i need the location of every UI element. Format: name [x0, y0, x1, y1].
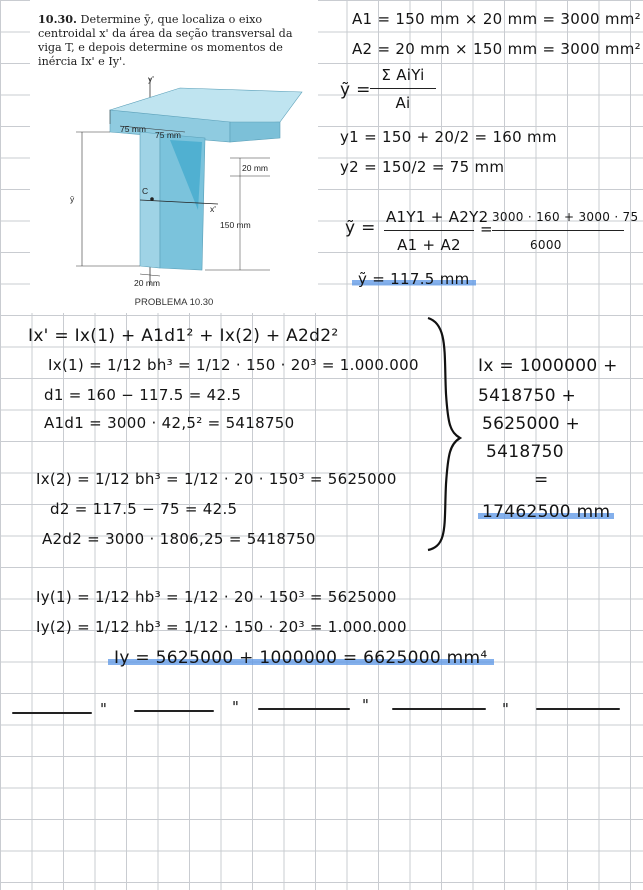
note-sum-line1: Ix = 1000000 +: [478, 356, 618, 376]
separator-line: [392, 708, 486, 710]
separator-line: [134, 710, 214, 712]
note-ybar-result: ỹ = 117.5 mm: [352, 270, 476, 288]
fig-label-web-height: 150 mm: [220, 220, 251, 230]
note-sum-line2: 5418750 +: [478, 386, 577, 406]
fig-label-web-width: 20 mm: [134, 278, 160, 288]
note-sum-eq: =: [534, 470, 549, 490]
note-ybar2-eq: =: [480, 220, 493, 238]
note-ybar-numerator: Σ AiYi: [381, 66, 425, 84]
note-iy-result: Iy = 5625000 + 1000000 = 6625000 mm⁴: [108, 648, 494, 668]
problem-statement-text: Determine ȳ, que localiza o eixo centroidal x' da área da seção transversal da viga T, e depois determine os momentos de inércia Ix' e Iy'.: [38, 13, 293, 68]
note-ybar2-denominator: A1 + A2: [397, 236, 461, 254]
separator-line: [12, 712, 92, 714]
note-a1d1: A1d1 = 3000 · 42,5² = 5418750: [44, 414, 295, 432]
note-a2d2: A2d2 = 3000 · 1806,25 = 5418750: [42, 530, 316, 548]
figure-caption: PROBLEMA 10.30: [134, 297, 214, 308]
note-ix-main: Ix' = Ix(1) + A1d1² + Ix(2) + A2d2²: [28, 326, 339, 346]
note-ybar2-num-val: 3000 · 160 + 3000 · 75: [492, 210, 639, 224]
note-d2: d2 = 117.5 − 75 = 42.5: [50, 500, 238, 518]
problem-number: 10.30.: [38, 12, 77, 26]
ditto-mark: ": [100, 700, 108, 718]
note-area-a2: A2 = 20 mm × 150 mm = 3000 mm²: [352, 40, 641, 58]
ditto-mark: ": [502, 700, 510, 718]
problem-statement: [38, 12, 316, 69]
note-iy1: Iy(1) = 1/12 hb³ = 1/12 · 20 · 150³ = 5625000: [36, 588, 397, 606]
fig-label-flange-thickness: 20 mm: [242, 163, 268, 173]
separator-line: [258, 708, 350, 710]
problem-card: [30, 0, 318, 313]
fraction-bar: [370, 88, 436, 89]
fig-label-x-axis: x': [210, 204, 216, 214]
separator-line: [536, 708, 620, 710]
note-ix1: Ix(1) = 1/12 bh³ = 1/12 · 150 · 20³ = 1.000.000: [48, 356, 419, 374]
fig-label-flange-left: 75 mm: [120, 124, 146, 134]
note-sum-line4: 5418750: [486, 442, 564, 462]
note-y2: y2 = 150/2 = 75 mm: [340, 158, 505, 176]
note-iy2: Iy(2) = 1/12 hb³ = 1/12 · 150 · 20³ = 1.000.000: [36, 618, 407, 636]
note-area-a1: A1 = 150 mm × 20 mm = 3000 mm²: [352, 10, 641, 28]
fig-label-flange-right: 75 mm: [155, 130, 181, 140]
note-ix2: Ix(2) = 1/12 bh³ = 1/12 · 20 · 150³ = 5625000: [36, 470, 397, 488]
note-d1: d1 = 160 − 117.5 = 42.5: [44, 386, 242, 404]
fig-label-centroid: C: [142, 186, 149, 196]
fig-label-ybar: ȳ: [70, 194, 75, 204]
note-sum-result: 17462500 mm: [478, 502, 614, 522]
note-y1: y1 = 150 + 20/2 = 160 mm: [340, 128, 557, 146]
note-ybar-denominator: Ai: [395, 94, 411, 112]
ditto-mark: ": [232, 698, 240, 716]
curly-brace: [420, 314, 470, 554]
t-beam-figure: [30, 70, 318, 295]
ditto-mark: ": [362, 696, 370, 714]
note-ybar2-lhs: ỹ =: [345, 218, 376, 238]
fraction-bar: [384, 230, 474, 231]
note-ybar2-numerator: A1Y1 + A2Y2: [386, 208, 489, 226]
note-ybar-lhs: ỹ =: [340, 80, 371, 100]
fig-label-y-axis: y': [148, 74, 154, 84]
note-ybar2-den-val: 6000: [530, 238, 562, 252]
note-sum-line3: 5625000 +: [482, 414, 581, 434]
fraction-bar: [492, 230, 624, 231]
